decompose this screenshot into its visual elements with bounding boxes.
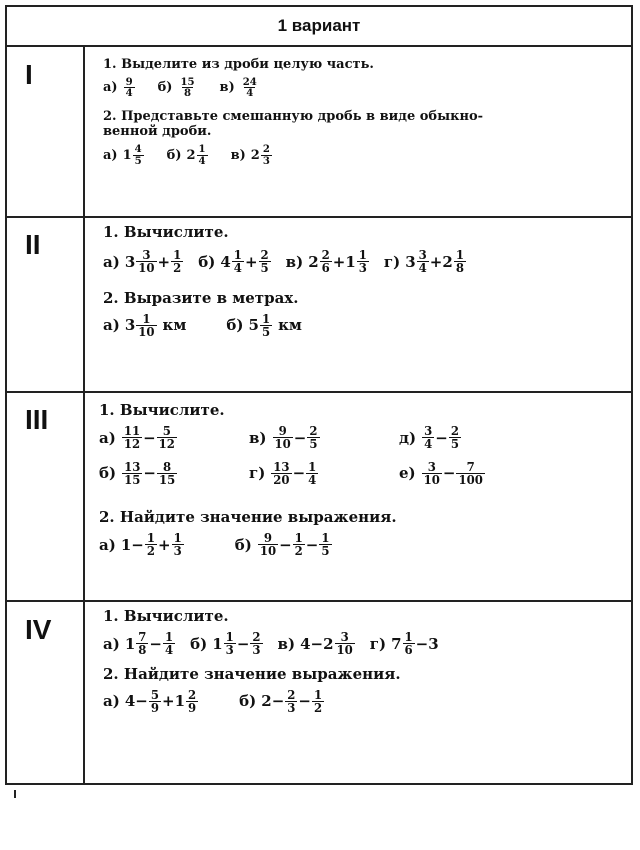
option-v: в) $\frac{24}{4}$ — [219, 75, 257, 100]
section-3-content: 1. Вычислите. а) $\frac{11}{12}$ − $\frac{5}{12}$ в) $\frac{9}{10}$ − $\frac{2}{5}$ д) $\frac{3}{4}$ − $\frac{2}{5}$ б) $\frac{13}{15}$ − $\frac{8}{15}$ г) $\frac{13}{20}$ − $\frac{1}{4}$ е) $\frac{3}{10}$ − $\frac{7}{100}$ 2. Найдите значение выражения. а) 1 − $\frac{1}{2}$ + $\frac{1}{3}$ б) $\frac{9}{10}$ − $\frac{1}{2}$ − $\frac{1}{5}$ — [99, 401, 549, 558]
task-text: Найдите значение выражения. — [123, 664, 401, 683]
task-options — [103, 313, 467, 339]
task-text: Представьте смешанную дробь в виде обыкно- — [121, 108, 484, 124]
option-b: б) $\frac{9}{10}$ − $\frac{1}{2}$ − $\frac{1}{5}$ — [234, 531, 330, 559]
option-v: в) 2 $\frac{2}{3}$ — [230, 143, 270, 167]
option-b: б) 5 $\frac{1}{5}$ км — [226, 311, 302, 339]
task-options — [103, 249, 467, 275]
row-divider — [7, 600, 631, 602]
task-options — [103, 689, 439, 715]
option-v: в) 2 $\frac{2}{6}$ + 1 $\frac{1}{3}$ — [285, 248, 367, 276]
task-text: Вычислите. — [123, 607, 229, 625]
page-mark — [14, 790, 16, 798]
option-a: а) 3 $\frac{3}{10}$ + $\frac{1}{2}$ — [103, 248, 182, 276]
task-text: Выделите из дроби целую часть. — [121, 57, 374, 72]
option-g: г) $\frac{13}{20}$ − $\frac{1}{4}$ — [249, 459, 317, 487]
section-2-content: 1. Вычислите. а) 3 $\frac{3}{10}$ + $\frac{1}{2}$ б) 4 $\frac{1}{4}$ + $\frac{2}{5}$ в) 2 $\frac{2}{6}$ + 1 $\frac{1}{3}$ г) 3 $\frac{3}{4}$ + 2 $\frac{1}{8}$ 2. Выразите в метрах. а) 3 $\frac{1}{10}$ км б) 5 $\frac{1}{5}$ км — [103, 223, 467, 338]
option-a: а) 1 $\frac{4}{5}$ — [103, 143, 142, 167]
row-divider — [7, 216, 631, 218]
option-a: а) $\frac{9}{4}$ — [103, 75, 133, 100]
option-v: в) $\frac{9}{10}$ − $\frac{2}{5}$ — [249, 424, 318, 452]
option-b: б) $\frac{13}{15}$ − $\frac{8}{15}$ — [99, 459, 176, 487]
section-number-3: III — [25, 404, 49, 435]
task-text: Выразите в метрах. — [123, 288, 299, 307]
variant-title: 1 вариант — [7, 7, 631, 47]
section-4-content: 1. Вычислите. а) 1 $\frac{7}{8}$ − $\frac{1}{4}$ б) 1 $\frac{1}{3}$ − $\frac{2}{3}$ в) 4 − 2 $\frac{3}{10}$ г) 7 $\frac{1}{6}$ − 3 2. Найдите значение выражения. а) 4 − $\frac{5}{9}$ + 1 $\frac{2}{9}$ б) 2 − $\frac{2}{3}$ − $\frac{1}{2}$ — [103, 607, 439, 715]
task-text: Найдите значение выражения. — [119, 508, 397, 527]
column-divider — [83, 45, 85, 785]
option-a: а) $\frac{11}{12}$ − $\frac{5}{12}$ — [99, 424, 175, 452]
section-1-content: 1. Выделите из дроби целую часть. а) $\frac{9}{4}$ б) $\frac{15}{8}$ в) $\frac{24}{4}$ 2. Представьте смешанную дробь в виде обыкно- венной дроби. а) 1 $\frac{4}{5}$ б) 2 $\frac{1}{4}$ в) 2 $\frac{2}{3}$ — [103, 57, 484, 167]
task-options — [103, 144, 483, 166]
option-g: г) 7 $\frac{1}{6}$ − 3 — [369, 630, 439, 658]
option-a: а) 4 − $\frac{5}{9}$ + 1 $\frac{2}{9}$ — [103, 687, 197, 715]
option-b: б) 2 $\frac{1}{4}$ — [166, 143, 206, 167]
worksheet-table — [5, 5, 633, 785]
task-options — [103, 631, 439, 657]
option-b: б) 4 $\frac{1}{4}$ + $\frac{2}{5}$ — [198, 248, 269, 276]
section-number-1: I — [25, 59, 33, 90]
option-g: г) 3 $\frac{3}{4}$ + 2 $\frac{1}{8}$ — [383, 248, 464, 276]
row-divider — [7, 391, 631, 393]
task-options — [99, 532, 549, 558]
option-e: е) $\frac{3}{10}$ − $\frac{7}{100}$ — [399, 459, 483, 487]
task-text: Вычислите. — [119, 401, 225, 419]
task-options — [99, 425, 549, 486]
option-v: в) 4 − 2 $\frac{3}{10}$ — [277, 630, 353, 658]
option-d: д) $\frac{3}{4}$ − $\frac{2}{5}$ — [399, 424, 459, 452]
task-text: Вычислите. — [123, 223, 229, 241]
section-number-2: II — [25, 229, 41, 260]
option-b: б) 2 − $\frac{2}{3}$ − $\frac{1}{2}$ — [239, 687, 323, 715]
option-a: а) 1 − $\frac{1}{2}$ + $\frac{1}{3}$ — [99, 531, 182, 559]
task-text: венной дроби. — [103, 124, 212, 140]
option-b: б) 1 $\frac{1}{3}$ − $\frac{2}{3}$ — [190, 630, 261, 658]
section-number-4: IV — [25, 614, 52, 645]
option-b: б) $\frac{15}{8}$ — [157, 75, 195, 100]
option-a: а) 1 $\frac{7}{8}$ − $\frac{1}{4}$ — [103, 630, 174, 658]
task-options — [103, 77, 483, 99]
option-a: а) 3 $\frac{1}{10}$ км — [103, 311, 187, 339]
